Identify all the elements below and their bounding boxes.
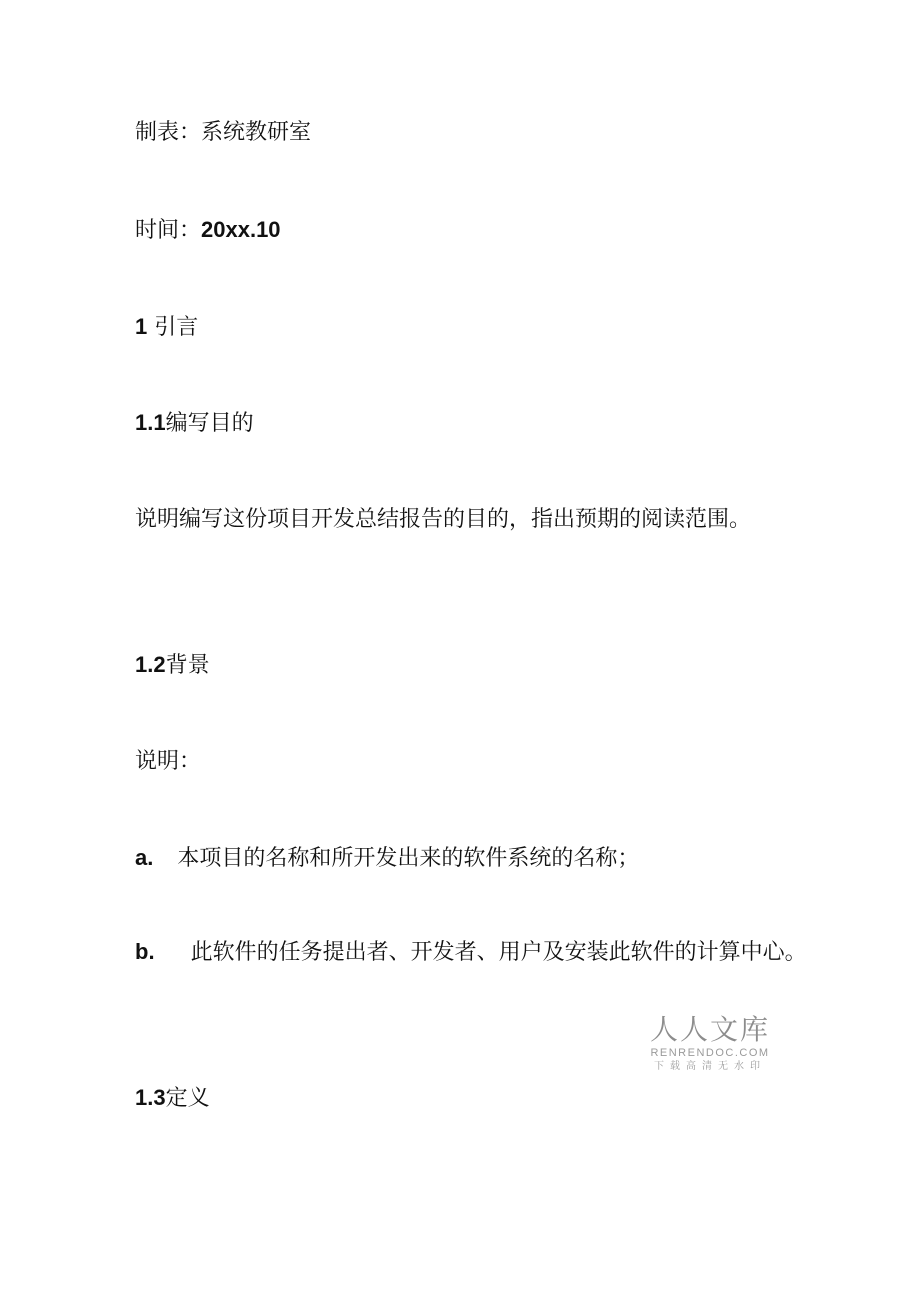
- maker-label: 制表：: [135, 120, 202, 145]
- watermark-logo: [646, 1014, 774, 1074]
- list-item-a-letter: a.: [135, 845, 154, 870]
- watermark-url: RENRENDOC.COM: [650, 1047, 770, 1059]
- list-item-b-text: 此软件的任务提出者、开发者、用户及安装此软件的计算中心。: [190, 940, 807, 965]
- maker-line: [135, 118, 311, 148]
- section-1-3-number: 1.3: [135, 1085, 166, 1110]
- section-1-2-heading: [135, 650, 210, 681]
- section-1-title: 引言: [154, 315, 199, 340]
- maker-value: 系统教研室: [201, 120, 312, 145]
- section-1-2-number: 1.2: [135, 652, 166, 677]
- section-1-1-heading: [135, 408, 254, 439]
- section-1-1-number: 1.1: [135, 410, 166, 435]
- section-1-3-title: 定义: [165, 1086, 210, 1111]
- time-value: 20xx.10: [201, 217, 281, 242]
- watermark-tagline: 下载高清无水印: [654, 1061, 766, 1072]
- time-line: [135, 215, 281, 246]
- list-item-a: [135, 843, 639, 874]
- section-1-2-intro: 说明：: [135, 749, 202, 774]
- list-item-b: [110, 926, 810, 979]
- section-1-heading: [135, 312, 198, 343]
- section-1-3-heading: [135, 1083, 210, 1114]
- list-item-b-letter: b.: [135, 939, 155, 964]
- watermark-title: 人人文库: [649, 1013, 770, 1046]
- section-1-2-title: 背景: [165, 653, 210, 678]
- time-label: 时间：: [135, 218, 202, 243]
- section-1-number: 1: [135, 314, 148, 339]
- section-1-1-body: 说明编写这份项目开发总结报告的目的，指出预期的阅读范围。: [135, 507, 752, 532]
- list-item-a-text: 本项目的名称和所开发出来的软件系统的名称；: [177, 846, 640, 871]
- section-1-1-title: 编写目的: [165, 411, 254, 436]
